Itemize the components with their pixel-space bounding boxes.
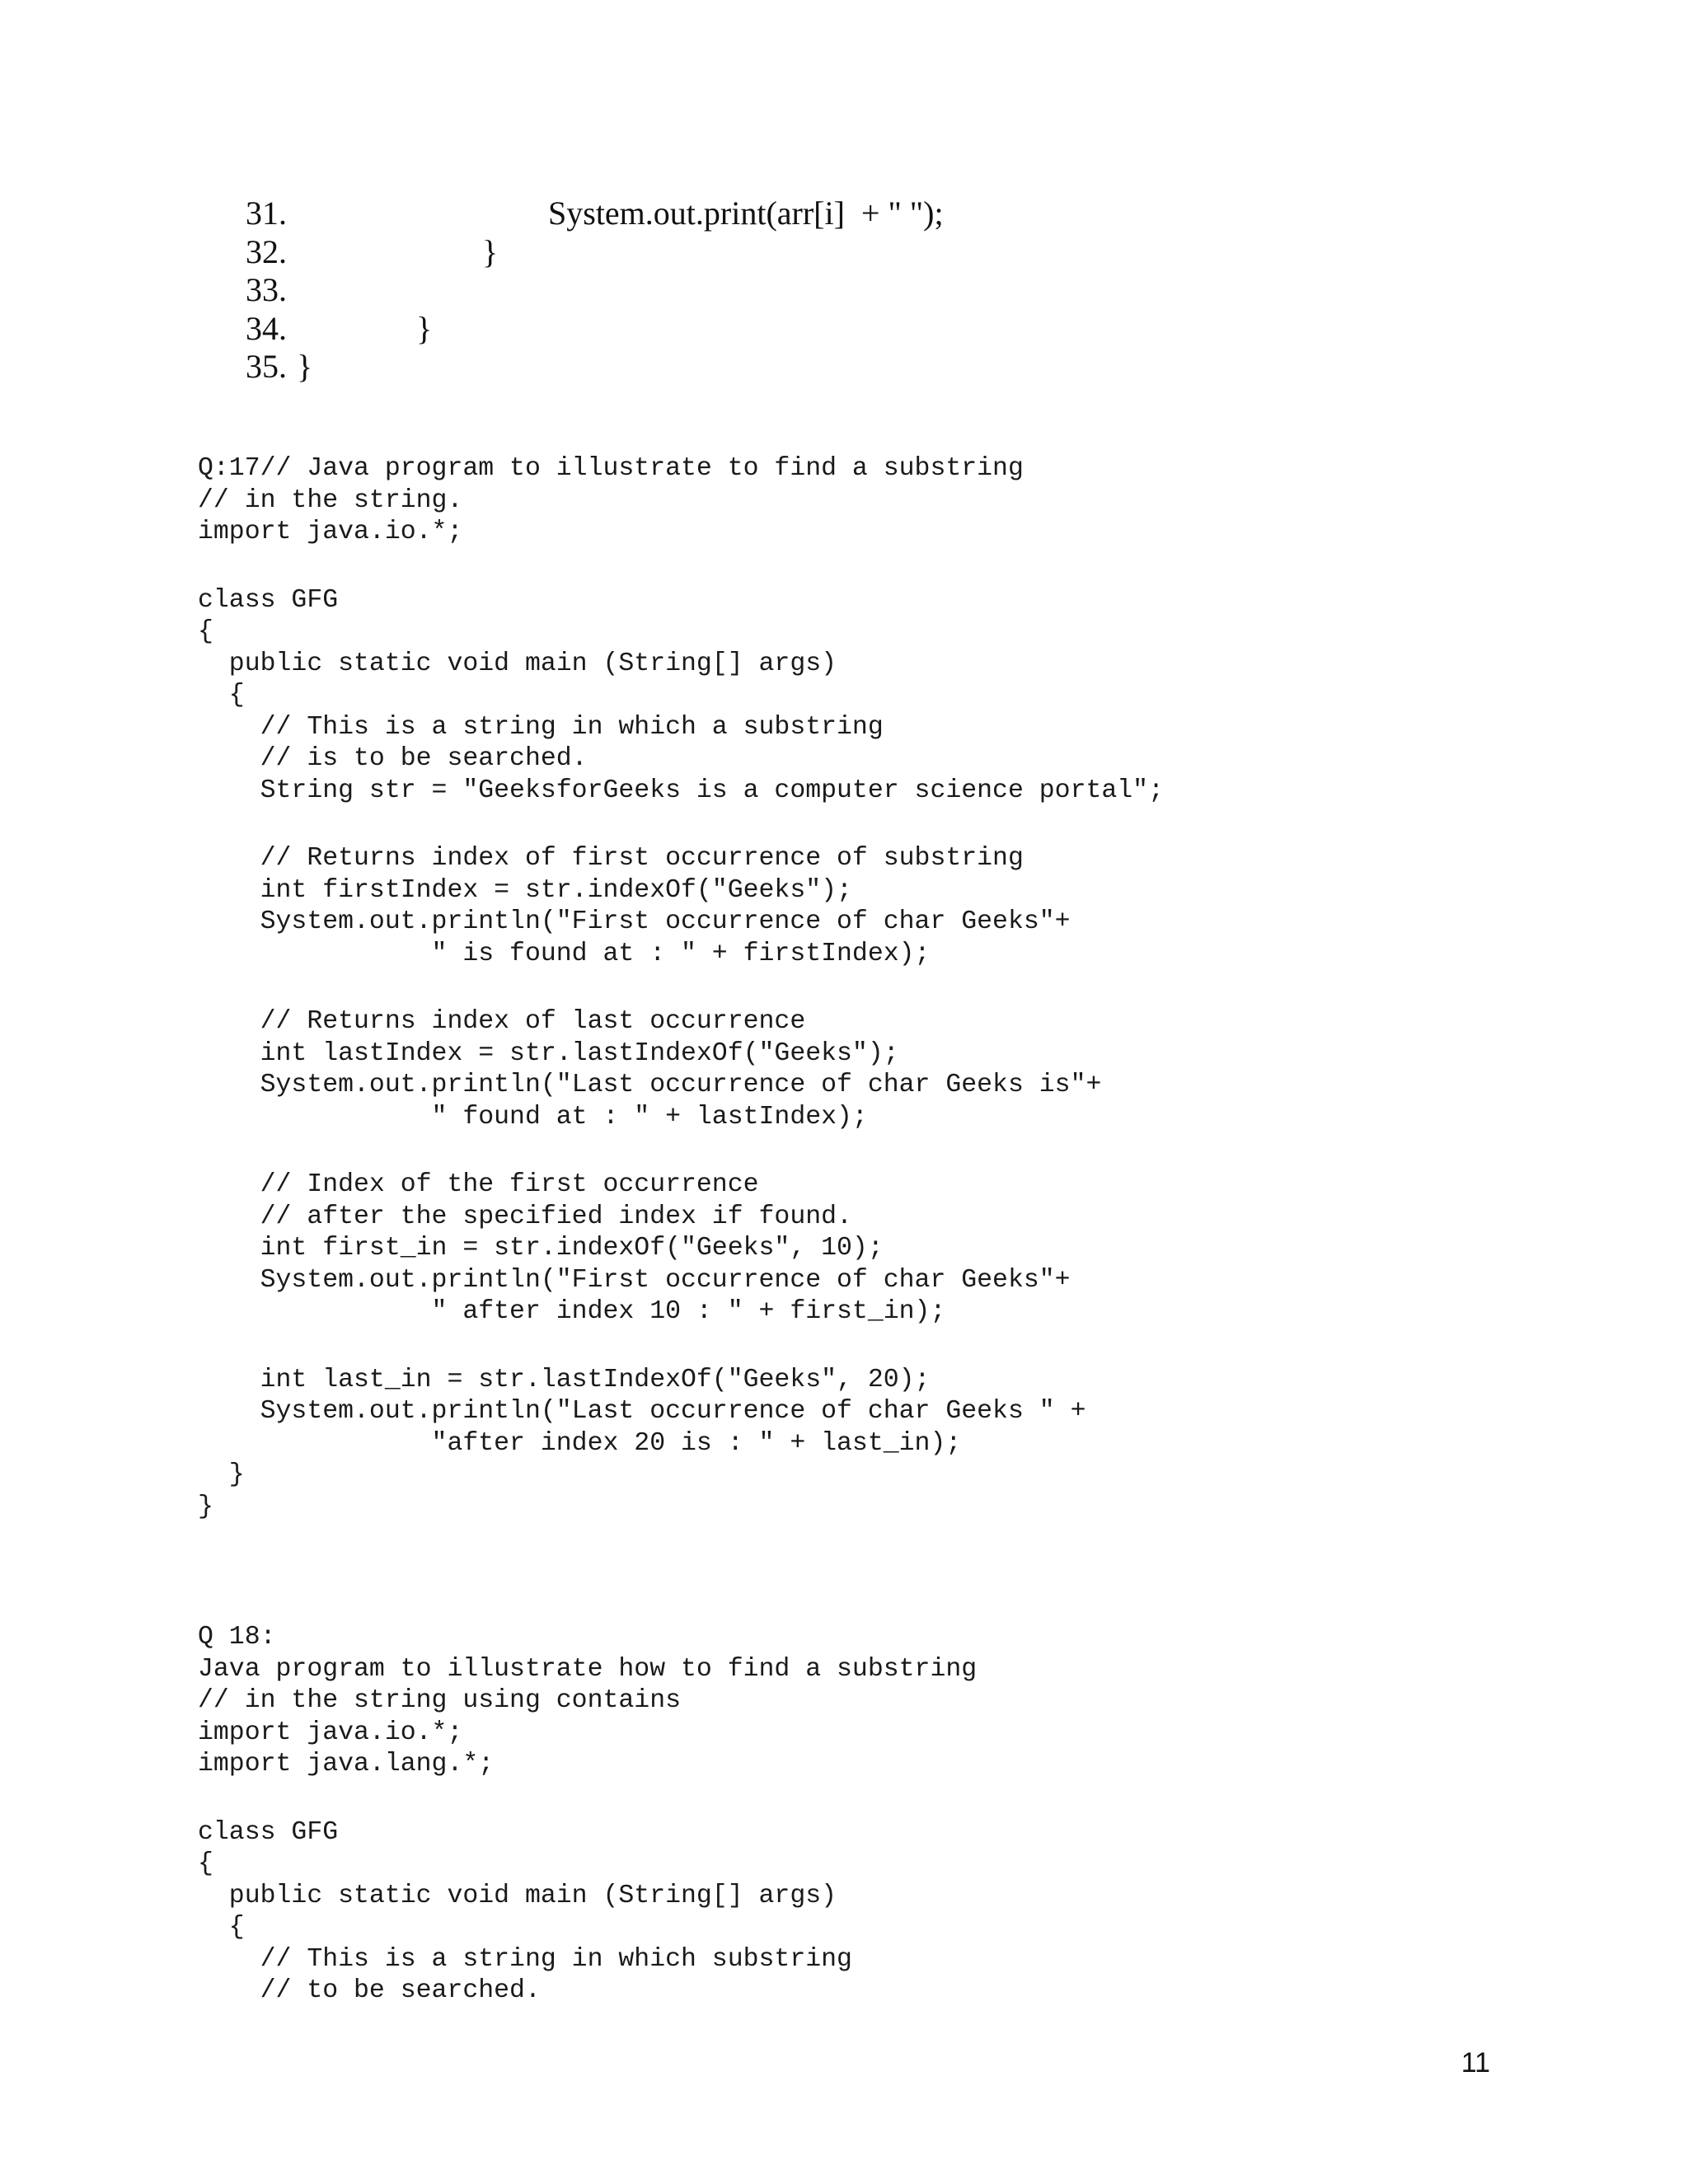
line-number: 33. xyxy=(246,271,287,308)
code-line: System.out.println("First occurrence of char Geeks"+ xyxy=(198,1265,1071,1295)
blank-line xyxy=(198,807,1164,843)
code-line: // in the string using contains xyxy=(198,1686,681,1715)
code-line: public static void main (String[] args) xyxy=(198,1881,837,1910)
code-line: import java.io.*; xyxy=(198,1718,463,1747)
line-number: 32. xyxy=(246,232,287,270)
blank-line xyxy=(198,549,1164,585)
blank-line xyxy=(198,1329,1164,1365)
code-line: class GFG xyxy=(198,585,339,615)
code-line: int lastIndex = str.lastIndexOf("Geeks"); xyxy=(198,1038,899,1068)
code-line: class GFG xyxy=(198,1817,339,1847)
code-line: " is found at : " + firstIndex); xyxy=(198,939,931,968)
code-line: String str = "GeeksforGeeks is a computer science portal"; xyxy=(198,776,1164,805)
code-line: // Returns index of last occurrence xyxy=(198,1007,806,1036)
blank-line xyxy=(198,970,1164,1006)
code-line: int first_in = str.indexOf("Geeks", 10); xyxy=(198,1234,884,1263)
blank-line xyxy=(198,1523,1164,1622)
code-line: // to be searched. xyxy=(198,1976,541,2005)
code-line: // Index of the first occurrence xyxy=(198,1170,759,1199)
line-number: 34. xyxy=(246,309,287,347)
line-code: } xyxy=(297,348,313,385)
line-code: } xyxy=(416,309,433,347)
line-code: System.out.print(arr[i] + " "); xyxy=(548,194,944,232)
code-line: public static void main (String[] args) xyxy=(198,649,837,678)
code-line: // after the specified index if found. xyxy=(198,1202,852,1231)
code-line: import java.io.*; xyxy=(198,518,463,546)
code-line: { xyxy=(198,681,245,710)
code-line: " found at : " + lastIndex); xyxy=(198,1102,868,1132)
code-line: } xyxy=(198,1460,245,1489)
code-line: import java.lang.*; xyxy=(198,1750,495,1779)
code-line: System.out.println("First occurrence of char Geeks"+ xyxy=(198,907,1071,936)
code-listing xyxy=(198,453,1164,2008)
line-number: 35. xyxy=(246,348,287,385)
code-line: Q 18: xyxy=(198,1623,276,1652)
line-code: } xyxy=(482,232,499,270)
code-line: Q:17// Java program to illustrate to find a substring xyxy=(198,454,1024,483)
code-line: // in the string. xyxy=(198,485,463,515)
code-line: // This is a string in which substring xyxy=(198,1944,852,1974)
blank-line xyxy=(198,1133,1164,1169)
code-line: // is to be searched. xyxy=(198,744,588,773)
code-line: { xyxy=(198,1849,213,1878)
code-line: // This is a string in which a substring xyxy=(198,712,884,742)
code-line: // Returns index of first occurrence of substring xyxy=(198,844,1024,873)
code-line: int firstIndex = str.indexOf("Geeks"); xyxy=(198,875,852,905)
code-line: System.out.println("Last occurrence of char Geeks " + xyxy=(198,1397,1086,1426)
code-line: { xyxy=(198,617,213,646)
page-number: 11 xyxy=(1461,2047,1490,2079)
code-line: " after index 10 : " + first_in); xyxy=(198,1297,946,1326)
code-line: } xyxy=(198,1492,213,1521)
code-line: Java program to illustrate how to find a substring xyxy=(198,1654,978,1684)
code-line: "after index 20 is : " + last_in); xyxy=(198,1428,962,1458)
line-number: 31. xyxy=(246,194,287,232)
blank-line xyxy=(198,1781,1164,1817)
code-line: { xyxy=(198,1913,245,1942)
code-line: int last_in = str.lastIndexOf("Geeks", 20); xyxy=(198,1365,931,1394)
code-line: System.out.println("Last occurrence of char Geeks is"+ xyxy=(198,1071,1102,1099)
